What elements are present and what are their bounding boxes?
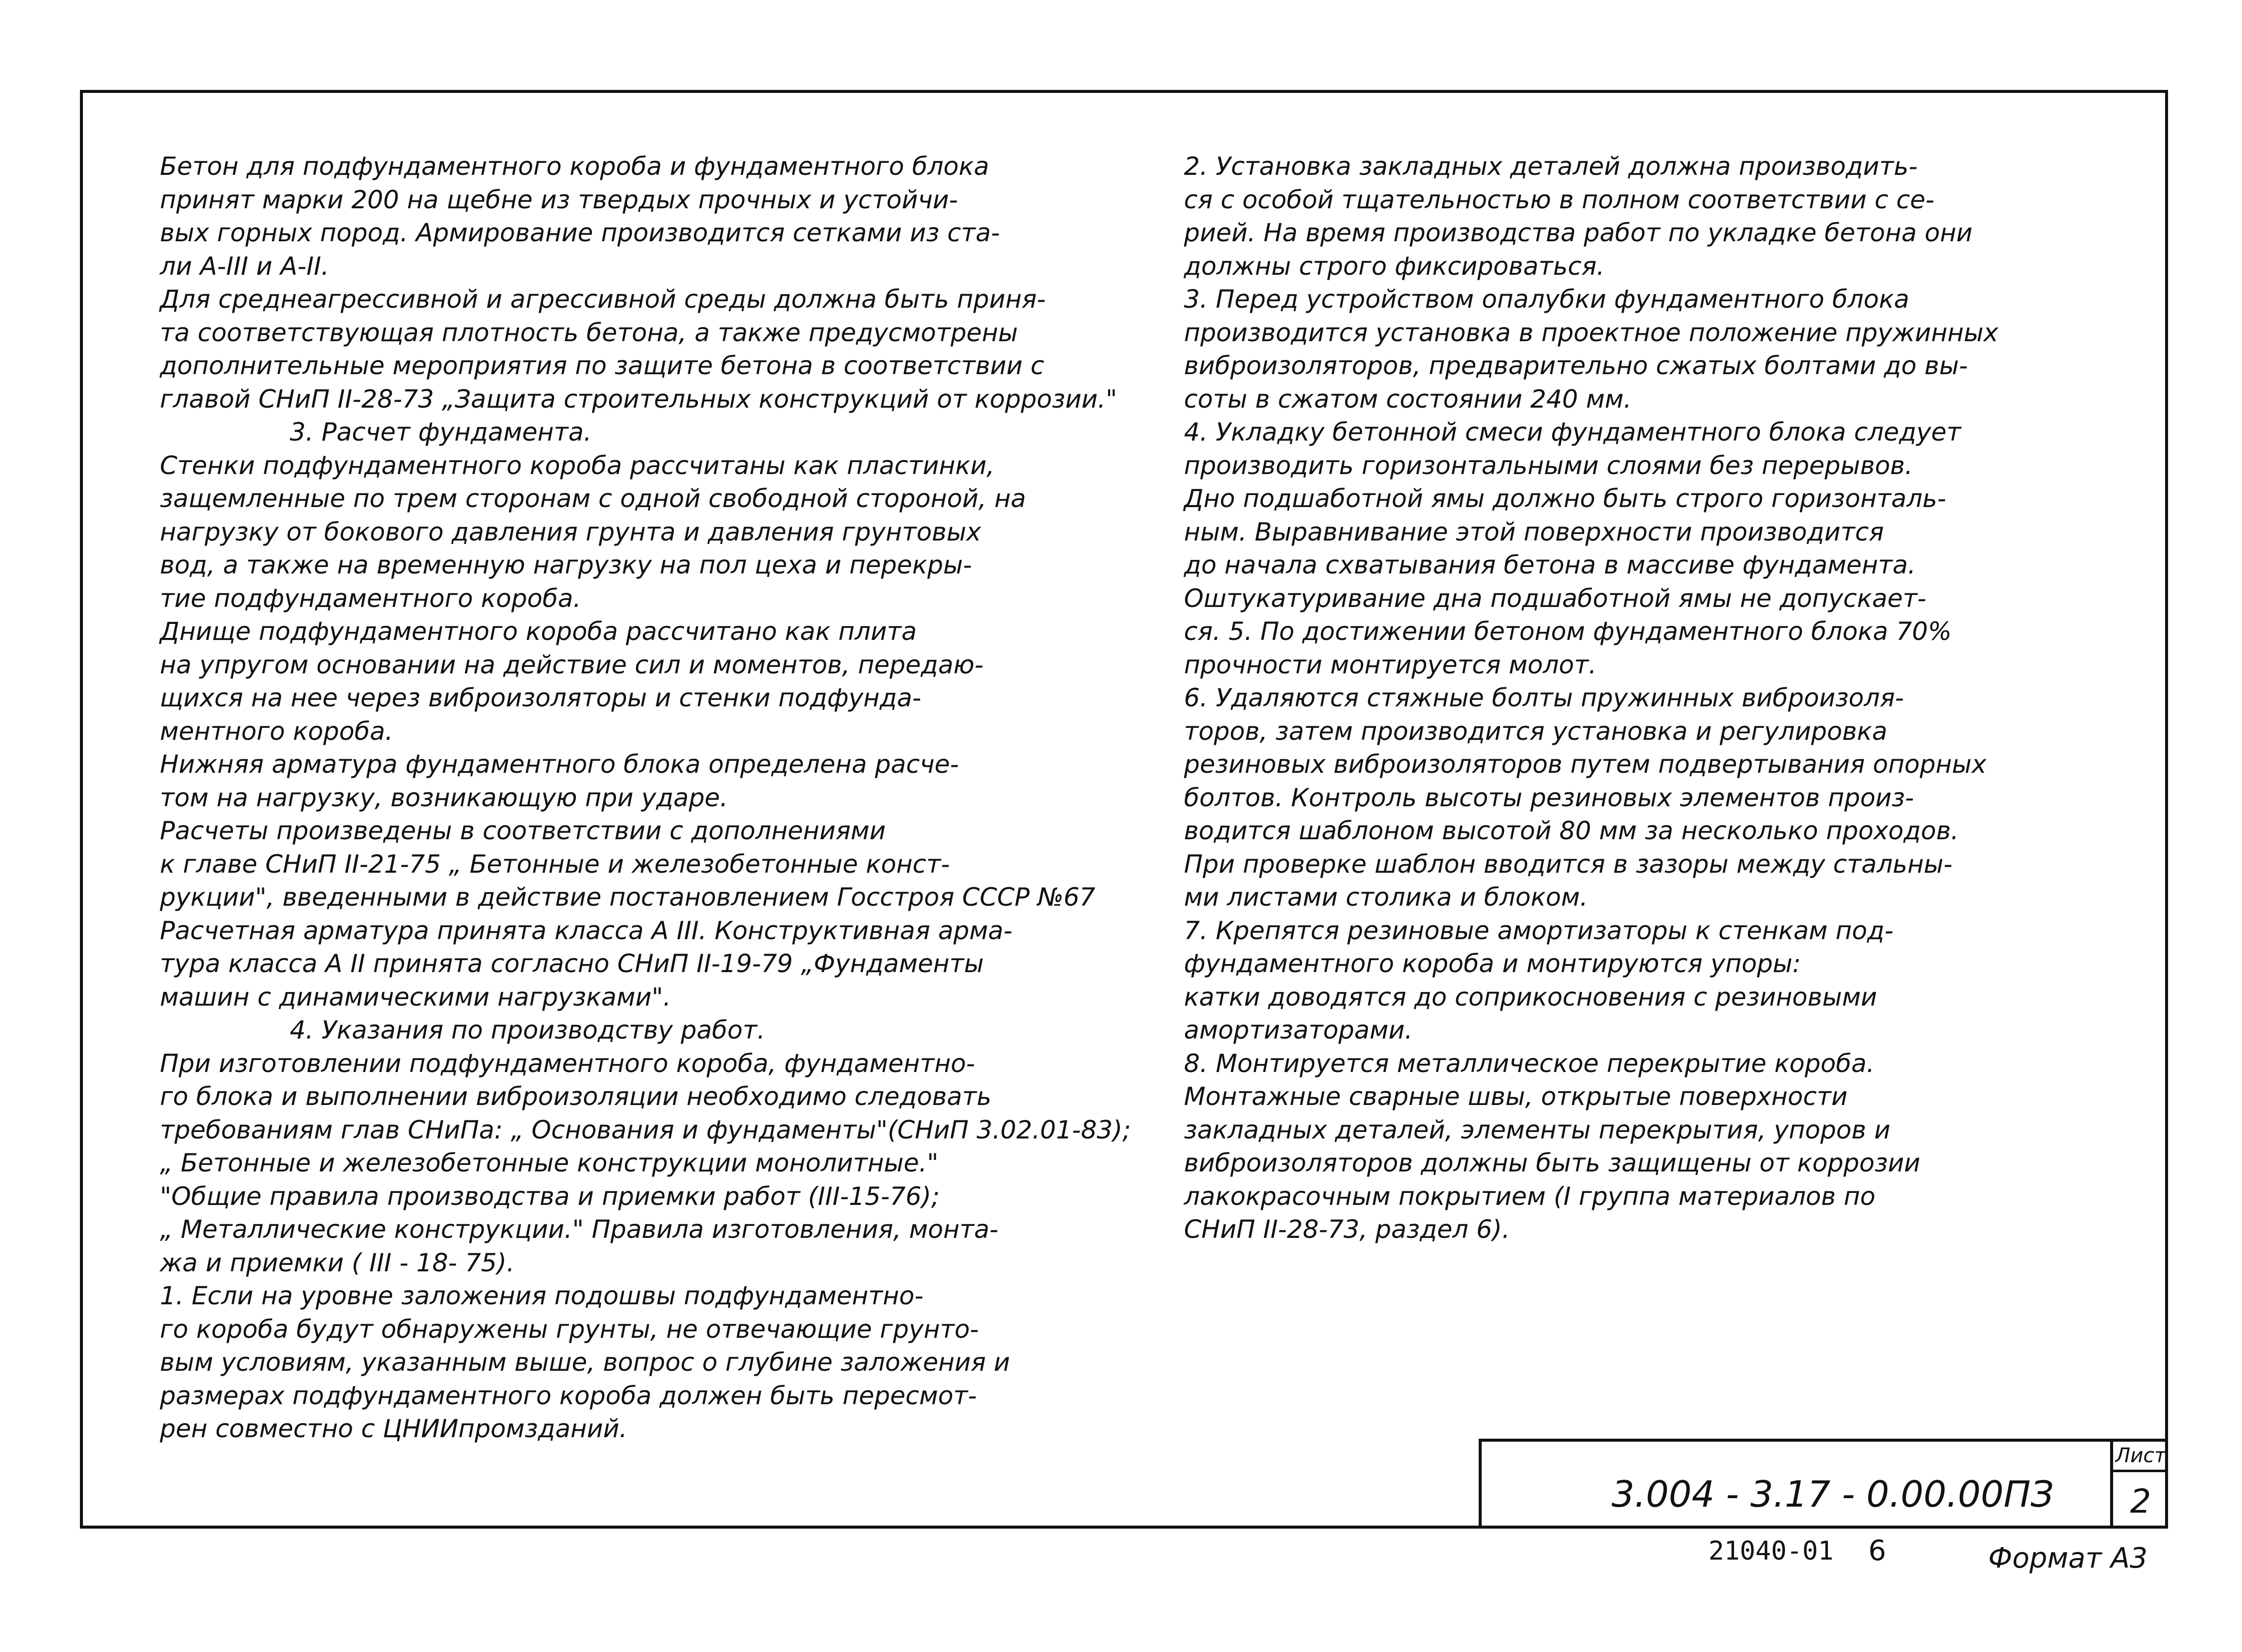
- text-line: Монтажные сварные швы, открытые поверхности: [1184, 1082, 1848, 1111]
- text-line: водится шаблоном высотой 80 мм за несколько проходов.: [1184, 816, 1959, 845]
- format-label: Формат А3: [1988, 1542, 2148, 1575]
- text-line: жа и приемки ( III - 18- 75).: [160, 1248, 515, 1277]
- page-number: 6: [1868, 1535, 1886, 1567]
- text-line: Днище подфундаментного короба рассчитано как плита: [160, 617, 917, 646]
- text-line: закладных деталей, элементы перекрытия, упоров и: [1184, 1115, 1891, 1144]
- text-line: машин с динамическими нагрузками".: [160, 982, 671, 1012]
- sheet-number: 2: [2130, 1482, 2151, 1521]
- text-line: рией. На время производства работ по укладке бетона они: [1184, 218, 1973, 247]
- text-line: щихся на нее через виброизоляторы и стенки подфунда-: [160, 683, 922, 712]
- text-line: главой СНиП II-28-73 „Защита строительных конструкций от коррозии.": [160, 384, 1118, 414]
- text-line: катки доводятся до соприкосновения с резиновыми: [1184, 982, 1877, 1012]
- text-line: Для среднеагрессивной и агрессивной среды должна быть приня-: [160, 285, 1046, 314]
- text-line: та соответствующая плотность бетона, а также предусмотрены: [160, 318, 1018, 347]
- text-line: на упругом основании на действие сил и моментов, передаю-: [160, 650, 984, 679]
- text-line: вых горных пород. Армирование производится сетками из ста-: [160, 218, 1000, 247]
- text-line: Расчетная арматура принята класса А III. Конструктивная арма-: [160, 916, 1013, 945]
- text-line: 7. Крепятся резиновые амортизаторы к стенкам под-: [1184, 916, 1894, 945]
- text-line: виброизоляторов, предварительно сжатых болтами до вы-: [1184, 351, 1968, 380]
- text-line: го блока и выполнении виброизоляции необходимо следовать: [160, 1082, 992, 1111]
- text-line: При изготовлении подфундаментного короба, фундаментно-: [160, 1049, 975, 1078]
- text-line: Расчеты произведены в соответствии с дополнениями: [160, 816, 886, 845]
- text-line: соты в сжатом состоянии 240 мм.: [1184, 384, 1632, 414]
- text-line: 3. Перед устройством опалубки фундаментного блока: [1184, 285, 1909, 314]
- text-line: торов, затем производится установка и регулировка: [1184, 716, 1888, 746]
- text-line: "Общие правила производства и приемки работ (III-15-76);: [160, 1181, 940, 1211]
- section-heading: 3. Расчет фундамента.: [290, 418, 592, 447]
- right-text-column: [1184, 150, 2133, 1246]
- sheet-number-cell: [2110, 1442, 2168, 1529]
- text-line: резиновых виброизоляторов путем подвертывания опорных: [1184, 750, 1987, 779]
- text-line: тие подфундаментного короба.: [160, 583, 581, 613]
- text-line: 4. Укладку бетонной смеси фундаментного блока следует: [1184, 418, 1961, 447]
- text-line: вод, а также на временную нагрузку на пол цеха и перекры-: [160, 551, 972, 579]
- left-text-column: [160, 150, 1131, 1446]
- text-line: до начала схватывания бетона в массиве фундамента.: [1184, 551, 1916, 579]
- text-line: Стенки подфундаментного короба рассчитаны как пластинки,: [160, 451, 995, 480]
- text-line: дополнительные мероприятия по защите бетона в соответствии с: [160, 351, 1045, 380]
- text-line: к главе СНиП II-21-75 „ Бетонные и железобетонные конст-: [160, 849, 950, 879]
- text-line: При проверке шаблон вводится в зазоры между стальны-: [1184, 849, 1953, 879]
- text-line: „ Бетонные и железобетонные конструкции монолитные.": [160, 1148, 939, 1177]
- text-line: 8. Монтируется металлическое перекрытие короба.: [1184, 1049, 1875, 1078]
- text-line: виброизоляторов должны быть защищены от коррозии: [1184, 1148, 1921, 1177]
- text-line: производить горизонтальными слоями без перерывов.: [1184, 451, 1913, 480]
- text-line: ся. 5. По достижении бетоном фундаментного блока 70%: [1184, 617, 1952, 646]
- text-line: фундаментного короба и монтируются упоры:: [1184, 949, 1801, 978]
- text-line: должны строго фиксироваться.: [1184, 251, 1605, 281]
- text-line: вым условиям, указанным выше, вопрос о глубине заложения и: [160, 1348, 1010, 1377]
- text-line: ным. Выравнивание этой поверхности производится: [1184, 517, 1884, 547]
- title-block-stamp: [1479, 1439, 2168, 1529]
- text-line: производится установка в проектное положение пружинных: [1184, 318, 1999, 347]
- text-line: 6. Удаляются стяжные болты пружинных виброизоля-: [1184, 683, 1904, 712]
- text-line: ментного короба.: [160, 716, 393, 746]
- text-line: защемленные по трем сторонам с одной свободной стороной, на: [160, 484, 1026, 513]
- text-line: размерах подфундаментного короба должен быть пересмот-: [160, 1381, 977, 1410]
- text-line: том на нагрузку, возникающую при ударе.: [160, 783, 728, 812]
- text-line: Нижняя арматура фундаментного блока определена расче-: [160, 750, 959, 779]
- text-line: тура класса А II принята согласно СНиП II-19-79 „Фундаменты: [160, 949, 984, 978]
- text-line: лакокрасочным покрытием (I группа материалов по: [1184, 1181, 1876, 1211]
- text-line: ли А-III и А-II.: [160, 251, 329, 281]
- text-line: принят марки 200 на щебне из твердых прочных и устойчи-: [160, 185, 958, 214]
- text-line: прочности монтируется молот.: [1184, 650, 1597, 679]
- sheet-label: Лист: [2113, 1442, 2168, 1472]
- text-line: го короба будут обнаружены грунты, не отвечающие грунто-: [160, 1314, 979, 1344]
- text-line: ся с особой тщательностью в полном соответствии с се-: [1184, 185, 1935, 214]
- text-line: амортизаторами.: [1184, 1016, 1413, 1045]
- text-line: Бетон для подфундаментного короба и фундаментного блока: [160, 152, 989, 181]
- text-line: 1. Если на уровне заложения подошвы подфундаментно-: [160, 1281, 924, 1310]
- inventory-code: 21040-01: [1708, 1536, 1834, 1566]
- text-line: болтов. Контроль высоты резиновых элементов произ-: [1184, 783, 1914, 812]
- text-line: Оштукатуривание дна подшаботной ямы не допускает-: [1184, 583, 1927, 613]
- text-line: требованиям глав СНиПа: „ Основания и фундаменты"(СНиП 3.02.01-83);: [160, 1115, 1131, 1144]
- text-line: СНиП II-28-73, раздел 6).: [1184, 1215, 1510, 1244]
- text-line: нагрузку от бокового давления грунта и давления грунтовых: [160, 517, 981, 547]
- text-line: 2. Установка закладных деталей должна производить-: [1184, 152, 1918, 181]
- text-line: рен совместно с ЦНИИпромзданий.: [160, 1414, 627, 1443]
- section-heading: 4. Указания по производству работ.: [290, 1016, 765, 1045]
- text-line: „ Металлические конструкции." Правила изготовления, монта-: [160, 1215, 999, 1244]
- text-line: ми листами столика и блоком.: [1184, 883, 1588, 912]
- text-line: Дно подшаботной ямы должно быть строго горизонталь-: [1184, 484, 1946, 513]
- text-line: рукции", введенными в действие постановлением Госстроя СССР №67: [160, 883, 1096, 912]
- document-code: 3.004 - 3.17 - 0.00.00ПЗ: [1612, 1473, 2054, 1515]
